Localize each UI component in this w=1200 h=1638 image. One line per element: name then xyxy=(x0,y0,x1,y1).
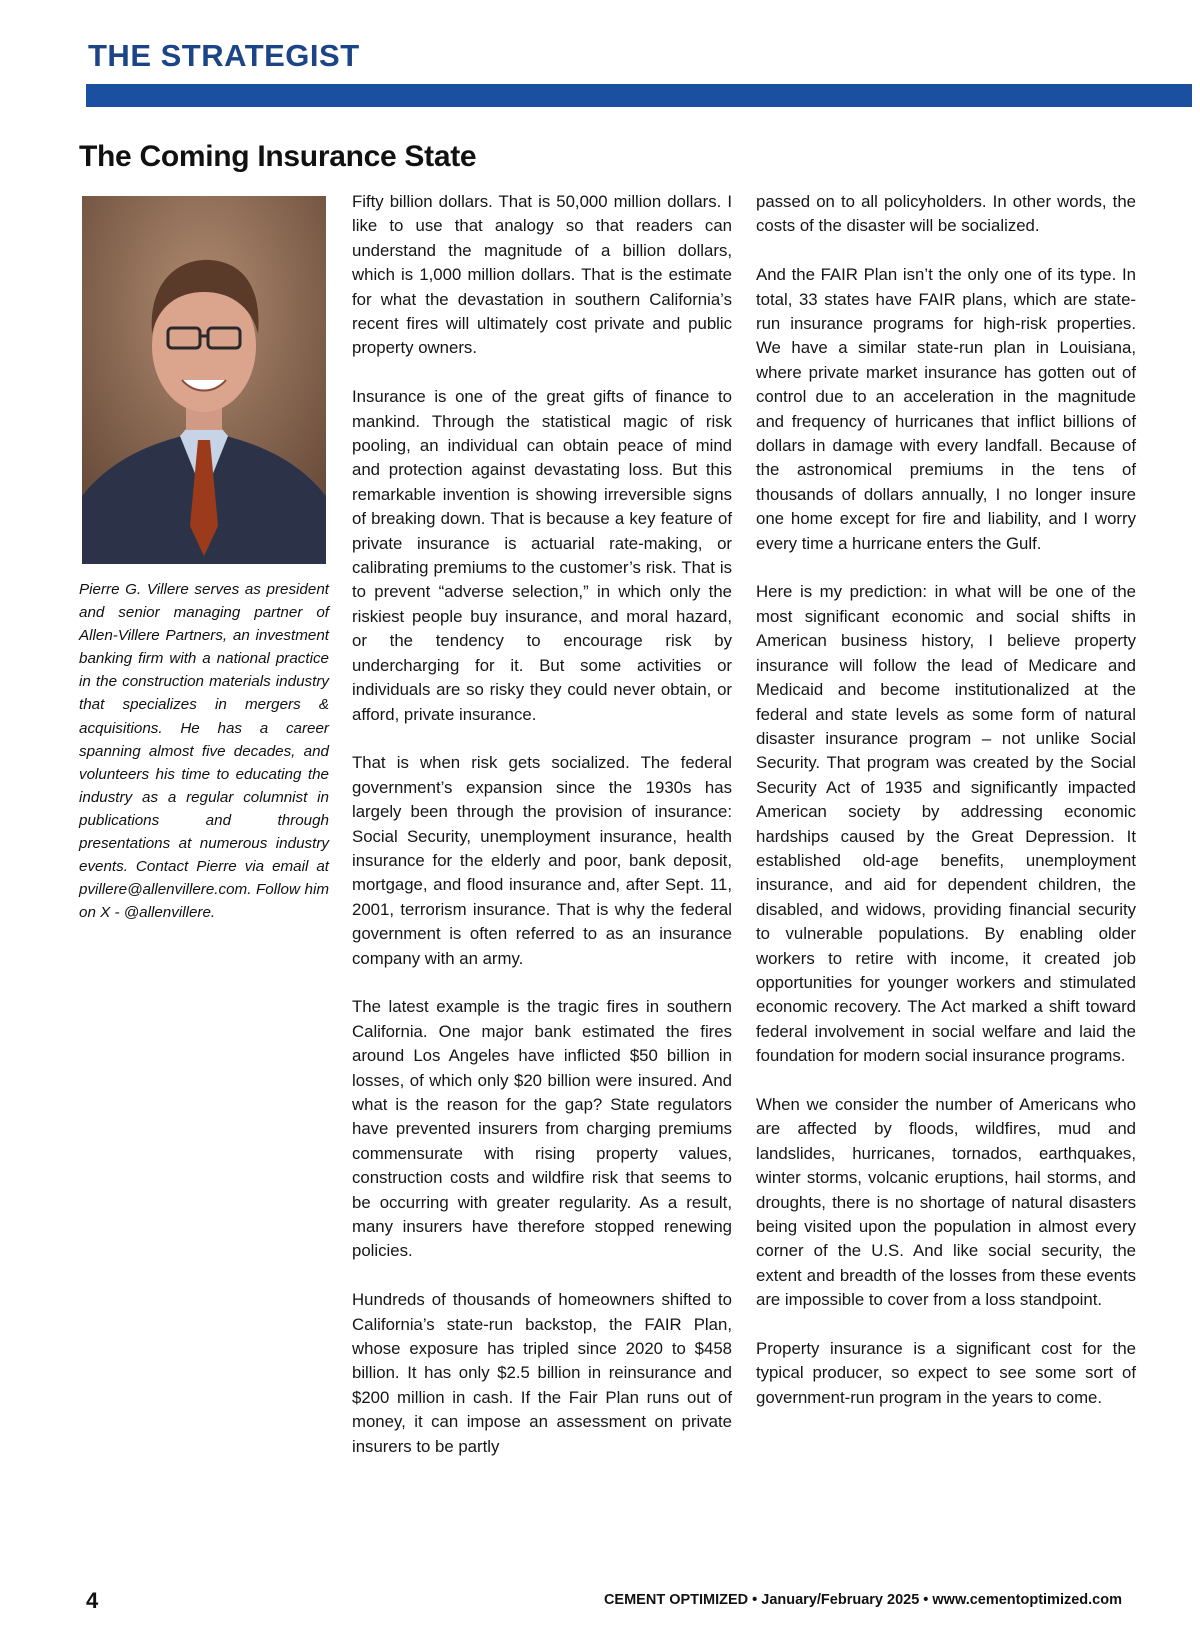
article-paragraph: That is when risk gets socialized. The federal government’s expansion since the 1930s has largely been through the provision of insurance: Social Security, unemployment insurance, health insurance for the elderly and poor, bank deposit, mortgage, and flood insurance and, after Sept. 11, 2001, terrorism insurance. That is why the federal government is often referred to as an insurance company with an army. xyxy=(352,753,732,968)
article-paragraph: And the FAIR Plan isn’t the only one of its type. In total, 33 states have FAIR plans, which are state-run insurance programs for high-risk properties. We have a similar state-run plan in Louisiana, where private market insurance has gotten out of control due to an acceleration in the magnitude and frequency of hurricanes that inflict billions of dollars in damage with every landfall. Because of the astronomical premiums in the tens of thousands of dollars annually, I no longer insure one home except for fire and liability, and I worry every time a hurricane enters the Gulf. xyxy=(756,265,1136,553)
article-paragraph: Insurance is one of the great gifts of finance to mankind. Through the statistical magic of risk pooling, an individual can obtain peace of mind and protection against devastating loss. But this remarkable invention is showing irreversible signs of breaking down. That is because a key feature of private insurance is actuarial rate-making, or calibrating premiums to the customer’s risk. That is to prevent “adverse selection,” in which only the riskiest people buy insurance, and moral hazard, or the tendency to encourage risk by undercharging for it. But some activities or individuals are so risky they could never obtain, or afford, private insurance. xyxy=(352,387,732,724)
article-paragraph: The latest example is the tragic fires in southern California. One major bank estimated the fires around Los Angeles have inflicted $50 billion in losses, of which only $20 billion were insured. And what is the reason for the gap? State regulators have prevented insurers from charging premiums commensurate with rising property values, construction costs and wildfire risk that seems to be occurring with greater regularity. As a result, many insurers have therefore stopped renewing policies. xyxy=(352,997,732,1261)
author-photo xyxy=(82,196,326,564)
article-column-left xyxy=(352,190,732,1483)
article-column-right xyxy=(756,190,1136,1435)
author-portrait-image xyxy=(82,196,326,564)
article-paragraph: When we consider the number of Americans who are affected by floods, wildfires, mud and landslides, hurricanes, tornados, earthquakes, winter storms, volcanic eruptions, hail storms, and droughts, there is no shortage of natural disasters being visited upon the population in almost every corner of the U.S. And like social security, the extent and breadth of the losses from these events are impossible to cover from a loss standpoint. xyxy=(756,1094,1136,1310)
author-bio-caption: Pierre G. Villere serves as president and senior managing partner of Allen-Villere Partners, an investment banking firm with a national practice in the construction materials industry that specializes in mergers & acquisitions. He has a career spanning almost five decades, and volunteers his time to educating the industry as a regular columnist in publications and through presentations at numerous industry events. Contact Pierre via email at pvillere@allenvillere.com. Follow him on X - @allenvillere. xyxy=(79,581,329,922)
section-title-bar xyxy=(86,84,1192,107)
article-headline: The Coming Insurance State xyxy=(79,140,477,173)
article-paragraph: passed on to all policyholders. In other words, the costs of the disaster will be socialized. xyxy=(756,192,1136,236)
footer-publication-line: CEMENT OPTIMIZED • January/February 2025 • www.cementoptimized.com xyxy=(603,1592,1122,1608)
article-paragraph: Property insurance is a significant cost for the typical producer, so expect to see some sort of government-run program in the years to come. xyxy=(756,1339,1136,1407)
article-paragraph: Here is my prediction: in what will be one of the most significant economic and social shifts in American business history, I believe property insurance will follow the lead of Medicare and Medicaid and become institutionalized at the federal and state levels as some form of natural disaster insurance program – not unlike Social Security. That program was created by the Social Security Act of 1935 and significantly impacted American society by addressing economic hardships caused by the Great Depression. It established old-age benefits, unemployment insurance, and aid for dependent children, the disabled, and widows, providing financial security to vulnerable populations. By enabling older workers to retire with income, it created job opportunities for younger workers and stimulated economic recovery. The Act marked a shift toward federal involvement in social welfare and laid the foundation for modern social insurance programs. xyxy=(756,582,1136,1066)
page-number: 4 xyxy=(86,1588,99,1613)
article-paragraph: Hundreds of thousands of homeowners shifted to California’s state-run backstop, the FAIR Plan, whose exposure has tripled since 2020 to $458 billion. It has only $2.5 billion in reinsurance and $200 million in cash. If the Fair Plan runs out of money, it can impose an assessment on private insurers to be partly xyxy=(352,1290,732,1456)
section-title: THE STRATEGIST xyxy=(88,38,360,73)
article-paragraph: Fifty billion dollars. That is 50,000 million dollars. I like to use that analogy so that readers can understand the magnitude of a billion dollars, which is 1,000 million dollars. That is the estimate for what the devastation in southern California’s recent fires will ultimately cost private and public property owners. xyxy=(352,192,732,358)
